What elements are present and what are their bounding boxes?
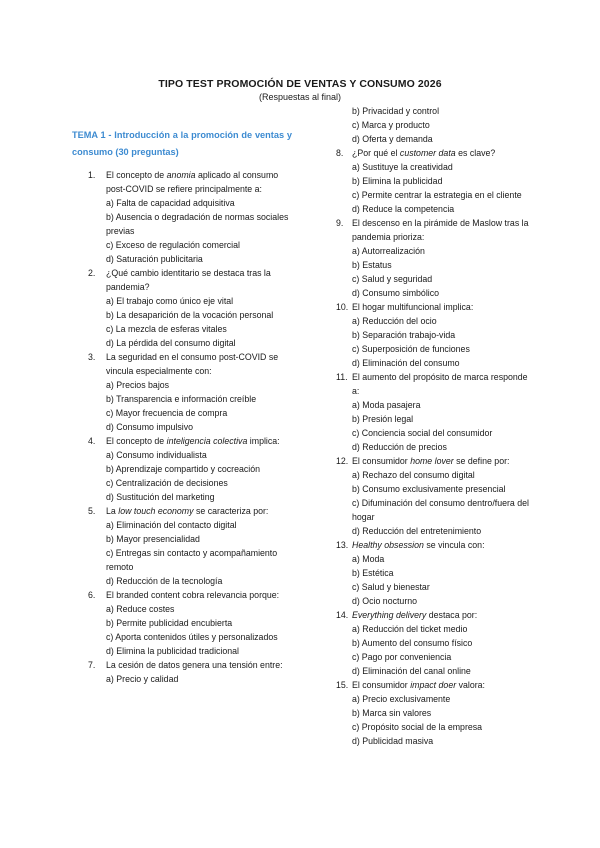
question-item: [72, 588, 292, 658]
answer-option: c) Pago por conveniencia: [352, 652, 452, 662]
question-number: 9.: [336, 218, 344, 228]
answer-option: d) Reducción del entretenimiento: [352, 526, 482, 536]
question-stem-text: se vincula con:: [423, 540, 485, 550]
question-stem: [106, 434, 292, 448]
question-stem-text: El consumidor: [352, 680, 411, 690]
question-7-continued-options: [334, 104, 534, 146]
question-stem-text: se caracteriza por:: [193, 506, 269, 516]
question-number: 3.: [88, 352, 96, 362]
answer-options: [352, 244, 534, 300]
answer-option: a) Precio y calidad: [106, 674, 179, 684]
question-stem: [352, 300, 534, 314]
question-stem-term: home lover: [410, 456, 454, 466]
answer-option: c) Marca y producto: [352, 120, 430, 130]
answer-option: a) Precios bajos: [106, 380, 170, 390]
answer-option: c) Exceso de regulación comercial: [106, 240, 240, 250]
answer-option: a) Reducción del ticket medio: [352, 624, 468, 634]
question-number: 12.: [336, 456, 349, 466]
question-item: [334, 146, 534, 216]
answer-option: b) Estética: [352, 568, 394, 578]
answer-option: a) Precio exclusivamente: [352, 694, 451, 704]
answer-option: a) Moda: [352, 554, 385, 564]
answer-option: b) Privacidad y control: [352, 106, 440, 116]
answer-option: b) Presión legal: [352, 414, 414, 424]
answer-option: a) El trabajo como único eje vital: [106, 296, 234, 306]
question-stem: [106, 350, 292, 378]
question-stem: [106, 504, 292, 518]
answer-option: d) Consumo simbólico: [352, 288, 440, 298]
question-stem-text: La: [106, 506, 119, 516]
answer-options: [106, 294, 292, 350]
answer-options: [352, 160, 534, 216]
answer-option: b) Aprendizaje compartido y cocreación: [106, 464, 261, 474]
question-item: [334, 608, 534, 678]
question-stem-term: inteligencia colectiva: [166, 436, 248, 446]
question-item: [72, 266, 292, 350]
question-number: 8.: [336, 148, 344, 158]
answer-option: d) Consumo impulsivo: [106, 422, 194, 432]
question-stem-text: destaca por:: [426, 610, 478, 620]
question-number: 1.: [88, 170, 96, 180]
answer-option: c) Permite centrar la estrategia en el cliente: [352, 190, 522, 200]
question-stem: [352, 454, 534, 468]
question-stem-term: anomia: [166, 170, 196, 180]
answer-option: c) La mezcla de esferas vitales: [106, 324, 227, 334]
answer-options: [352, 398, 534, 454]
answer-options: [352, 468, 534, 538]
question-stem-text: La cesión de datos genera una tensión entre:: [106, 660, 283, 670]
answer-options: [106, 448, 292, 504]
question-stem: [352, 216, 534, 244]
answer-option: d) Saturación publicitaria: [106, 254, 203, 264]
answer-option: a) Rechazo del consumo digital: [352, 470, 475, 480]
question-number: 14.: [336, 610, 349, 620]
answer-option: c) Superposición de funciones: [352, 344, 470, 354]
answer-option: b) Elimina la publicidad: [352, 176, 443, 186]
question-stem: [106, 658, 292, 672]
question-stem: [106, 266, 292, 294]
answer-option: a) Eliminación del contacto digital: [106, 520, 237, 530]
answer-option: a) Falta de capacidad adquisitiva: [106, 198, 235, 208]
question-item: [334, 454, 534, 538]
answer-option: b) Aumento del consumo físico: [352, 638, 473, 648]
answer-option: c) Mayor frecuencia de compra: [106, 408, 228, 418]
question-stem-term: Everything delivery: [352, 610, 427, 620]
answer-option: b) Mayor presencialidad: [106, 534, 200, 544]
question-item: [72, 168, 292, 266]
answer-option: c) Salud y seguridad: [352, 274, 433, 284]
question-item: [334, 300, 534, 370]
question-stem-text: ¿Por qué el: [352, 148, 400, 158]
answer-options: [352, 552, 534, 608]
question-item: [72, 658, 292, 686]
answer-option: b) Consumo exclusivamente presencial: [352, 484, 506, 494]
answer-option: d) Eliminación del consumo: [352, 358, 460, 368]
answer-option: d) Reduce la competencia: [352, 204, 455, 214]
question-stem: [106, 168, 292, 196]
answer-option: c) Difuminación del consumo dentro/fuera del hogar: [352, 498, 530, 522]
question-stem-term: low touch economy: [118, 506, 194, 516]
question-stem-text: El concepto de: [106, 436, 167, 446]
answer-option: d) Reducción de la tecnología: [106, 576, 223, 586]
question-stem-text: valora:: [456, 680, 486, 690]
question-number: 13.: [336, 540, 349, 550]
question-item: [72, 350, 292, 434]
question-number: 15.: [336, 680, 349, 690]
answer-option: b) Permite publicidad encubierta: [106, 618, 233, 628]
answer-option: a) Reduce costes: [106, 604, 175, 614]
question-stem-text: La seguridad en el consumo post-COVID se vincula especialmente con:: [106, 352, 279, 376]
question-item: [334, 216, 534, 300]
answer-option: d) Reducción de precios: [352, 442, 447, 452]
question-stem-text: aplicado al consumo post-COVID se refiere principalmente a:: [106, 170, 279, 194]
answer-option: c) Aporta contenidos útiles y personalizados: [106, 632, 278, 642]
answer-options: [106, 378, 292, 434]
answer-option: b) Estatus: [352, 260, 392, 270]
left-column: [72, 104, 292, 686]
question-stem: [352, 146, 534, 160]
question-item: [72, 504, 292, 588]
answer-options: [352, 314, 534, 370]
question-item: [334, 370, 534, 454]
answer-option: c) Propósito social de la empresa: [352, 722, 483, 732]
question-item: [334, 678, 534, 748]
answer-option: a) Autorrealización: [352, 246, 425, 256]
answer-options: [106, 602, 292, 658]
answer-options: [106, 196, 292, 266]
answer-option: c) Salud y bienestar: [352, 582, 430, 592]
question-number: 6.: [88, 590, 96, 600]
question-stem-term: Healthy obsession: [352, 540, 424, 550]
answer-option: c) Centralización de decisiones: [106, 478, 228, 488]
answer-option: a) Consumo individualista: [106, 450, 207, 460]
answer-option: d) Publicidad masiva: [352, 736, 434, 746]
answer-option: a) Moda pasajera: [352, 400, 421, 410]
page-subtitle: (Respuestas al final): [258, 92, 342, 102]
question-stem-text: El consumidor: [352, 456, 411, 466]
question-number: 7.: [88, 660, 96, 670]
question-stem: [352, 678, 534, 692]
question-stem-text: El concepto de: [106, 170, 167, 180]
question-stem: [352, 370, 534, 398]
question-stem-text: El hogar multifuncional implica:: [352, 302, 474, 312]
question-item: [334, 538, 534, 608]
answer-option: d) Oferta y demanda: [352, 134, 433, 144]
page-title: TIPO TEST PROMOCIÓN DE VENTAS Y CONSUMO 2026: [158, 78, 442, 90]
answer-option: b) La desaparición de la vocación personal: [106, 310, 274, 320]
topic-heading: TEMA 1 - Introducción a la promoción de ventas y consumo (30 preguntas): [72, 130, 292, 157]
question-number: 4.: [88, 436, 96, 446]
answer-option: a) Reducción del ocio: [352, 316, 437, 326]
answer-options: [352, 622, 534, 678]
question-stem-term: customer data: [399, 148, 456, 158]
question-stem: [106, 588, 292, 602]
answer-options: [352, 692, 534, 748]
question-number: 10.: [336, 302, 349, 312]
answer-option: a) Sustituye la creatividad: [352, 162, 453, 172]
question-stem-text: es clave?: [455, 148, 496, 158]
question-list-right: [334, 146, 534, 748]
answer-option: b) Separación trabajo-vida: [352, 330, 456, 340]
question-stem-text: El aumento del propósito de marca responde a:: [352, 372, 528, 396]
answer-option: d) Sustitución del marketing: [106, 492, 215, 502]
question-stem: [352, 608, 534, 622]
answer-option: b) Ausencia o degradación de normas sociales previas: [106, 212, 289, 236]
question-stem-text: implica:: [247, 436, 280, 446]
right-column: [334, 104, 534, 748]
answer-option: d) Ocio nocturno: [352, 596, 418, 606]
answer-option: c) Conciencia social del consumidor: [352, 428, 493, 438]
answer-option: d) Elimina la publicidad tradicional: [106, 646, 240, 656]
question-stem-text: ¿Qué cambio identitario se destaca tras la pandemia?: [106, 268, 271, 292]
question-list-left: [72, 168, 292, 686]
question-number: 2.: [88, 268, 96, 278]
question-stem-text: El branded content cobra relevancia porque:: [106, 590, 280, 600]
answer-option: c) Entregas sin contacto y acompañamiento remoto: [106, 548, 278, 572]
question-number: 5.: [88, 506, 96, 516]
answer-option: d) Eliminación del canal online: [352, 666, 471, 676]
question-item: [72, 434, 292, 504]
question-stem: [352, 538, 534, 552]
answer-option: b) Transparencia e información creíble: [106, 394, 257, 404]
answer-option: b) Marca sin valores: [352, 708, 432, 718]
answer-options: [106, 518, 292, 588]
answer-option: d) La pérdida del consumo digital: [106, 338, 236, 348]
question-stem-text: El descenso en la pirámide de Maslow tras la pandemia prioriza:: [352, 218, 529, 242]
answer-options: [106, 672, 292, 686]
question-stem-text: se define por:: [453, 456, 510, 466]
question-number: 11.: [336, 372, 348, 382]
question-stem-term: impact doer: [410, 680, 457, 690]
